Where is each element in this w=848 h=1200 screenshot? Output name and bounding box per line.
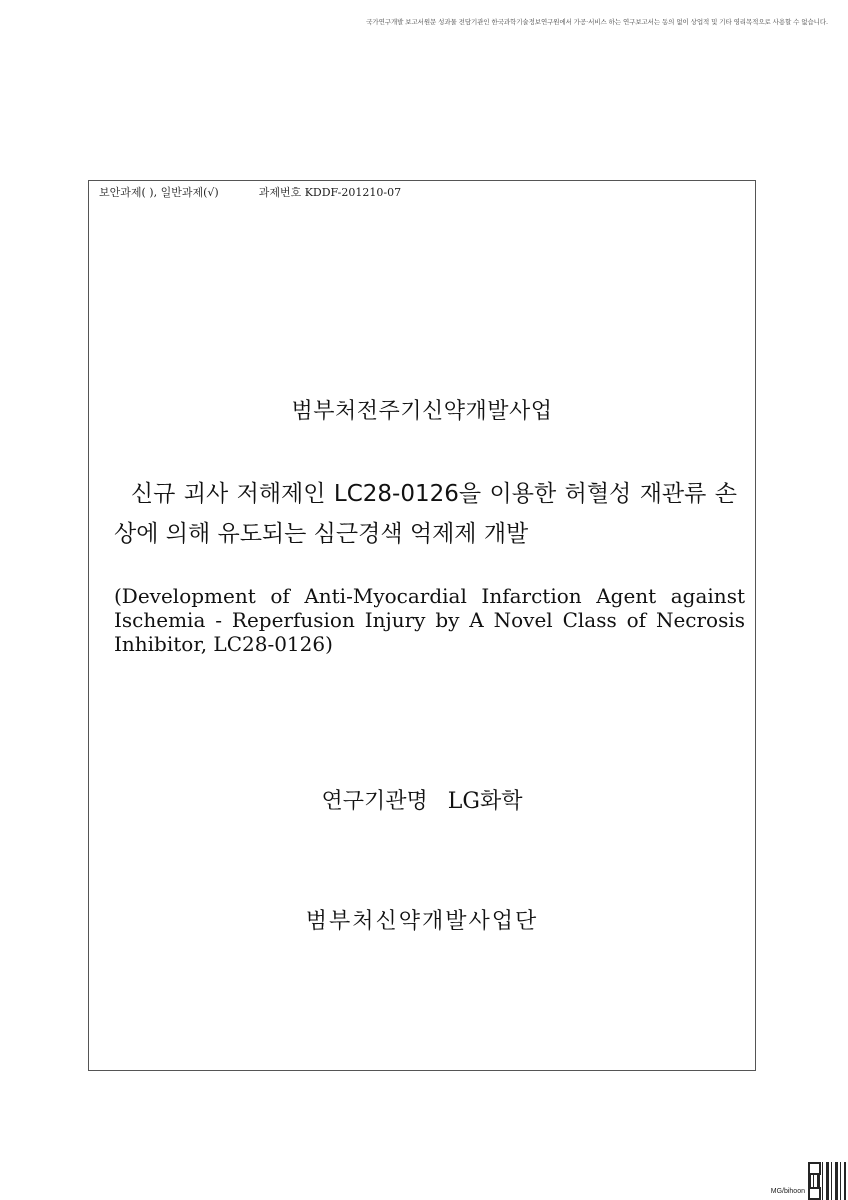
project-meta — [99, 184, 401, 200]
copyright-notice: 국가연구개발 보고서원문 성과물 전담기관인 한국과학기술정보연구원에서 가공·서비스 하는 연구보고서는 동의 없이 상업적 및 기타 영리목적으로 사용할 수 없습니다. — [366, 18, 828, 26]
qr-label: MG/bihoon — [770, 1188, 805, 1195]
program-name: 범부처전주기신약개발사업 — [291, 399, 553, 424]
report-title-english: (Development of Anti-Myocardial Infarction Agent against Ischemia - Reperfusion Injury by A Novel Class of Necrosis Inhibitor, LC28-0126) — [114, 584, 745, 656]
report-title-korean-text: 신규 괴사 저해제인 LC28-0126을 이용한 허혈성 재관류 손상에 의해 유도되는 심근경색 억제제 개발 — [114, 481, 738, 547]
organization-name: LG화학 — [447, 789, 523, 814]
funding-agency: 범부처신약개발사업단 — [305, 909, 539, 934]
qr-code-icon — [808, 1162, 846, 1200]
research-organization — [89, 784, 755, 815]
organization-label: 연구기관명 — [321, 789, 428, 814]
report-title-korean — [114, 474, 737, 554]
cover-page-frame — [88, 180, 756, 1071]
security-classification: 보안과제( ), 일반과제(√) — [99, 186, 219, 199]
project-number: 과제번호 KDDF-201210-07 — [258, 186, 402, 199]
